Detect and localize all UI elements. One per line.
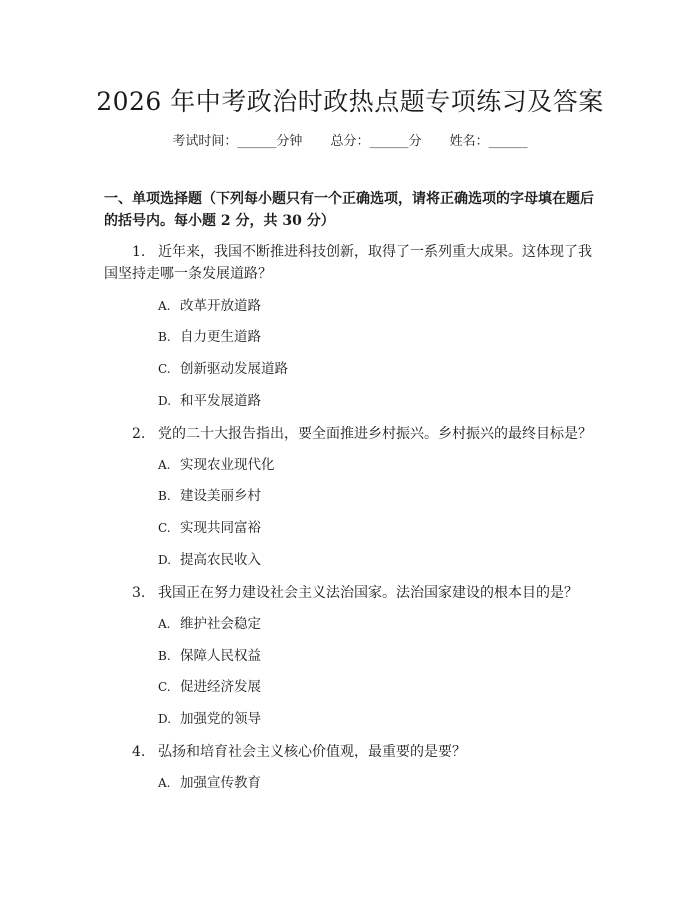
option-text: 建设美丽乡村 (180, 488, 261, 504)
total-score-field: 总分：______分 (330, 134, 422, 149)
option-letter: C. (158, 521, 171, 535)
option-letter: B. (158, 330, 171, 344)
option-text: 创新驱动发展道路 (180, 361, 288, 377)
option-3d (158, 709, 261, 729)
page-title: 2026 年中考政治时政热点题专项练习及答案 (96, 87, 604, 116)
exam-time-field: 考试时间：______分钟 (172, 134, 303, 149)
option-letter: A. (158, 776, 171, 790)
option-letter: A. (158, 458, 171, 472)
option-text: 加强宣传教育 (180, 775, 261, 791)
option-text: 实现农业现代化 (180, 457, 275, 473)
option-letter: B. (158, 489, 171, 503)
option-letter: B. (158, 649, 171, 663)
option-letter: A. (158, 299, 171, 313)
option-3a (158, 614, 261, 634)
option-1b (158, 327, 261, 347)
question-text: 近年来，我国不断推进科技创新，取得了一系列重大成果。这体现了我国坚持走哪一条发展道路？ (104, 244, 592, 282)
option-letter: C. (158, 362, 171, 376)
option-1c (158, 359, 288, 379)
option-text: 实现共同富裕 (180, 520, 261, 536)
option-text: 加强党的领导 (180, 711, 261, 727)
student-name-field: 姓名：______ (449, 134, 528, 149)
option-3b (158, 646, 261, 666)
option-2b (158, 486, 261, 506)
option-3c (158, 677, 261, 697)
option-letter: A. (158, 617, 171, 631)
question-number: 4. (132, 744, 146, 760)
option-letter: D. (158, 553, 172, 567)
question-number: 3. (132, 585, 146, 601)
question-number: 2. (132, 426, 146, 442)
question-text: 弘扬和培育社会主义核心价值观，最重要的是要？ (158, 744, 466, 760)
option-text: 自力更生道路 (180, 329, 261, 345)
option-text: 改革开放道路 (180, 298, 261, 314)
question-text: 党的二十大报告指出，要全面推进乡村振兴。乡村振兴的最终目标是？ (158, 426, 592, 442)
option-2c (158, 518, 261, 538)
question-2 (104, 423, 600, 445)
option-text: 提高农民收入 (180, 552, 261, 568)
option-2d (158, 550, 261, 570)
option-text: 保障人民权益 (180, 648, 261, 664)
option-text: 促进经济发展 (180, 679, 261, 695)
question-4 (104, 741, 600, 763)
option-2a (158, 455, 275, 475)
option-4a (158, 773, 261, 793)
option-letter: D. (158, 712, 172, 726)
option-letter: D. (158, 394, 172, 408)
option-letter: C. (158, 680, 171, 694)
option-text: 维护社会稳定 (180, 616, 261, 632)
exam-meta (0, 130, 700, 149)
question-3 (104, 582, 600, 604)
question-text: 我国正在努力建设社会主义法治国家。法治国家建设的根本目的是？ (158, 585, 578, 601)
option-1d (158, 391, 261, 411)
option-1a (158, 296, 261, 316)
option-text: 和平发展道路 (180, 393, 261, 409)
question-1 (104, 241, 600, 285)
section-heading: 一、单项选择题（下列每小题只有一个正确选项，请将正确选项的字母填在题后的括号内。每小题 2 分，共 30 分） (104, 191, 594, 229)
question-number: 1. (132, 244, 146, 260)
